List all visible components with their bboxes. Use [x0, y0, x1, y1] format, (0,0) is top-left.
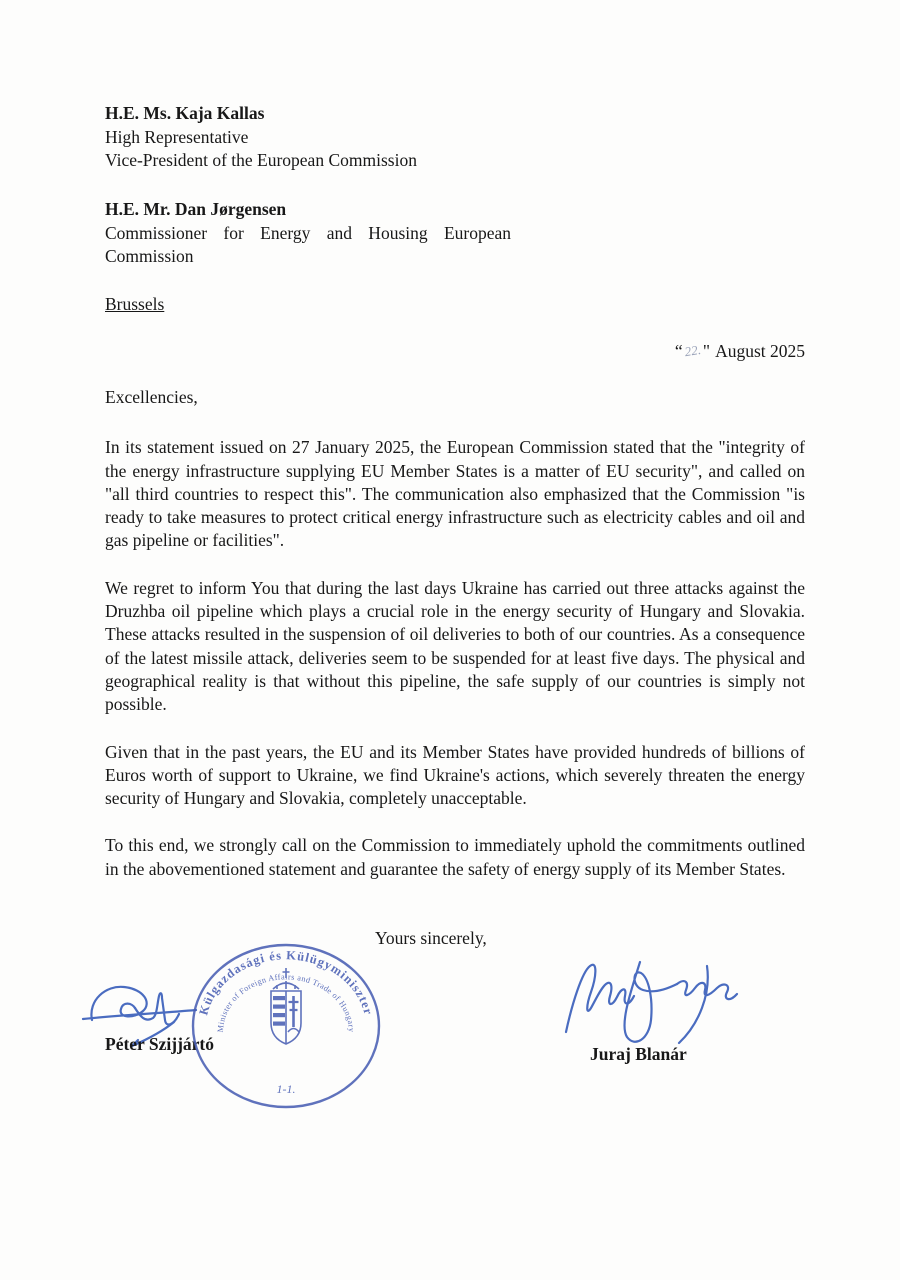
date-line — [675, 341, 805, 362]
salutation: Excellencies, — [105, 387, 198, 407]
date-text: August 2025 — [715, 341, 805, 361]
signatory-name-szijjarto: Péter Szijjártó — [105, 1034, 214, 1054]
recipient-title-line: Vice-President of the European Commission — [105, 150, 417, 170]
recipient-block-kallas — [105, 102, 417, 173]
signature-stroke — [679, 966, 708, 1043]
paragraph-4: To this end, we strongly call on the Commission to immediately uphold the commitments outlined in the abovementioned statement and guarantee the safety of energy supply of its Member States. — [105, 835, 805, 879]
signatory-name-blanar: Juraj Blanár — [590, 1044, 687, 1064]
date-close-quote: " — [702, 341, 711, 361]
recipient-name: H.E. Mr. Dan Jørgensen — [105, 199, 287, 219]
ministry-stamp — [189, 941, 383, 1111]
stamp-inner-text: Minister of Foreign Affairs and Trade of Hungary — [215, 972, 357, 1033]
blanar-signature — [558, 946, 738, 1054]
stamp-outer-text: Külgazdasági és Külügyminiszter — [196, 948, 376, 1017]
location-line — [105, 294, 164, 315]
paragraph-1: In its statement issued on 27 January 2025, the European Commission stated that the "integrity of the energy infrastructure supplying EU Member States is a matter of EU security", and called on "all third countries to respect this". The communication also emphasized that the Commission "is ready to take measures to protect critical energy infrastructure such as electricity cables and oil and gas pipeline or facilities". — [105, 437, 805, 551]
date-open-quote: “ — [674, 341, 683, 361]
recipient-title-line: High Representative — [105, 126, 249, 147]
recipient-name: H.E. Ms. Kaja Kallas — [105, 103, 265, 123]
signature-stroke — [135, 993, 179, 1024]
recipient-block-jorgensen — [105, 198, 511, 269]
paragraph-2: We regret to inform You that during the last days Ukraine has carried out three attacks against the Druzhba oil pipeline which plays a crucial role in the energy security of Hungary and Slovakia. These attacks resulted in the suspension of oil deliveries to both of our countries. As a consequence of the latest missile attack, deliveries seem to be suspended for at least five days. The physical and geographical reality is that without this pipeline, the safe supply of our countries is simply not possible. — [105, 577, 805, 715]
location-text: Brussels — [105, 294, 165, 314]
stamp-bottom-text: 1-1. — [276, 1082, 296, 1096]
paragraph-3: Given that in the past years, the EU and its Member States have provided hundreds of billions of Euros worth of support to Ukraine, we find Ukraine's actions, which severely threaten the energy security of Hungary and Slovakia, completely unacceptable. — [105, 741, 805, 809]
closing-line: Yours sincerely, — [375, 928, 487, 948]
letter-body — [105, 386, 805, 905]
handwritten-day: 22. — [683, 341, 702, 360]
recipient-title-line: Commissioner for Energy and Housing European Commission — [105, 222, 511, 266]
signature-stroke — [624, 962, 677, 1042]
